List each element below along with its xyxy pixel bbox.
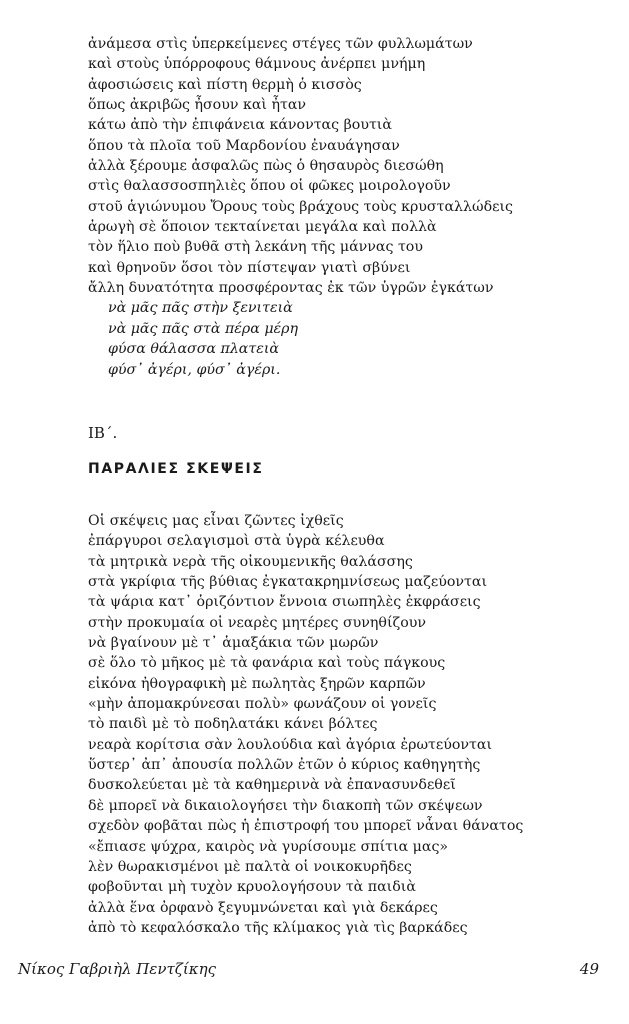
poem-line: σχεδὸν φοβᾶται πὼς ἡ ἐπιστροφή του μπορεῖ νἆναι θάνατος — [88, 818, 524, 835]
poem-refrain-line: φύσ᾽ ἀγέρι, φύσ᾽ ἀγέρι. — [108, 361, 281, 378]
author-name: Νίκος Γαβριὴλ Πεντζίκης — [18, 960, 216, 978]
poem-stanza-2 — [88, 511, 608, 938]
poem-line: ὕστερ᾽ ἀπ᾽ ἀπουσία πολλῶν ἐτῶν ὁ κύριος καθηγητὴς — [88, 757, 481, 774]
poem-line: καὶ θρηνοῦν ὅσοι τὸν πίστεψαν γιατὶ σβύνει — [88, 259, 411, 276]
poem-line: καὶ στοὺς ὑπόρροφους θάμνους ἀνέρπει μνήμη — [88, 56, 426, 73]
poem-line: ὅπως ἀκριβῶς ἦσουν καὶ ἦταν — [88, 97, 307, 114]
poem-line: τὸ παιδὶ μὲ τὸ ποδηλατάκι κάνει βόλτες — [88, 716, 378, 733]
poem-line: ἀρωγὴ σὲ ὅποιον τεκταίνεται μεγάλα καὶ πολλὰ — [88, 219, 437, 236]
poem-line: εἰκόνα ἠθογραφικὴ μὲ πωλητὰς ξηρῶν καρπῶν — [88, 675, 426, 692]
poem-line: «μὴν ἀπομακρύνεσαι πολὺ» φωνάζουν οἱ γονεῖς — [88, 696, 437, 713]
poem-line: κάτω ἀπὸ τὴν ἐπιφάνεια κάνοντας βουτιὰ — [88, 117, 392, 134]
poem-line: τὰ μητρικὰ νερὰ τῆς οἰκουμενικῆς θαλάσσης — [88, 553, 413, 570]
poem-line: στὰ γκρίφια τῆς βύθιας ἐγκατακρημνίσεως μαζεύονται — [88, 574, 488, 591]
poem-line: «ἔπιασε ψύχρα, καιρὸς νὰ γυρίσουμε σπίτια μας» — [88, 838, 449, 855]
poem-line: λὲν θωρακισμένοι μὲ παλτὰ οἱ νοικοκυρῆδες — [88, 858, 412, 875]
poem-line: στὴν προκυμαία οἱ νεαρὲς μητέρες συνηθίζουν — [88, 614, 426, 631]
poem-line: ὅπου τὰ πλοῖα τοῦ Μαρδονίου ἐναυάγησαν — [88, 137, 400, 154]
page-number: 49 — [579, 960, 599, 978]
poem-line: στοῦ ἁγιώνυμου Ὄρους τοὺς βράχους τοὺς κρυσταλλώδεις — [88, 198, 513, 215]
poem-refrain-line: νὰ μᾶς πᾶς στὴν ξενιτειὰ — [108, 300, 293, 317]
poem-stanza-1 — [88, 34, 608, 380]
poem-line: στὶς θαλασσοσπηλιὲς ὅπου οἱ φῶκες μοιρολογοῦν — [88, 178, 451, 195]
poem-line: δὲ μπορεῖ νὰ δικαιολογήσει τὴν διακοπὴ τῶν σκέψεων — [88, 797, 483, 814]
poem-line: νὰ βγαίνουν μὲ τ᾽ ἁμαξάκια τῶν μωρῶν — [88, 635, 379, 652]
section-number: ΙΒ΄. — [88, 424, 118, 442]
poem-line: τὰ ψάρια κατ᾽ ὁριζόντιον ἔννοια σιωπηλὲς ἐκφράσεις — [88, 594, 481, 611]
poem-line: σὲ ὅλο τὸ μῆκος μὲ τὰ φανάρια καὶ τοὺς πάγκους — [88, 655, 446, 672]
poem-line: τὸν ἥλιο ποὺ βυθᾶ στὴ λεκάνη τῆς μάννας του — [88, 239, 423, 256]
poem-refrain-line: φύσα θάλασσα πλατειὰ — [108, 341, 279, 358]
poem-line: ἄλλη δυνατότητα προσφέροντας ἐκ τῶν ὑγρῶν ἐγκάτων — [88, 280, 494, 297]
poem-line: νεαρὰ κορίτσια σὰν λουλούδια καὶ ἀγόρια ἐρωτεύονται — [88, 736, 493, 753]
poem-line: ἐπάργυροι σελαγισμοὶ στὰ ὑγρὰ κέλευθα — [88, 533, 385, 550]
section-title: ΠΑΡΑΛΙΕΣ ΣΚΕΨΕΙΣ — [88, 461, 264, 477]
poem-line: Οἱ σκέψεις μας εἶναι ζῶντες ἰχθεῖς — [88, 513, 344, 529]
poem-line: δυσκολεύεται μὲ τὰ καθημερινὰ νὰ ἐπανασυνδεθεῖ — [88, 777, 456, 794]
poem-line: ἀλλὰ ξέρουμε ἀσφαλῶς πὼς ὁ θησαυρὸς διεσώθη — [88, 158, 444, 175]
poem-refrain-line: νὰ μᾶς πᾶς στὰ πέρα μέρη — [108, 320, 299, 337]
poem-line: ἀλλὰ ἕνα ὀρφανὸ ξεγυμνώνεται καὶ γιὰ δεκάρες — [88, 899, 438, 916]
poem-line: ἀφοσιώσεις καὶ πίστη θερμὴ ὁ κισσὸς — [88, 76, 362, 93]
poem-line: ἀνάμεσα στὶς ὑπερκείμενες στέγες τῶν φυλλωμάτων — [88, 36, 473, 52]
poem-line: ἀπὸ τὸ κεφαλόσκαλο τῆς κλίμακος γιὰ τὶς βαρκάδες — [88, 919, 468, 936]
poem-line: φοβοῦνται μὴ τυχὸν κρυολογήσουν τὰ παιδιὰ — [88, 879, 416, 896]
